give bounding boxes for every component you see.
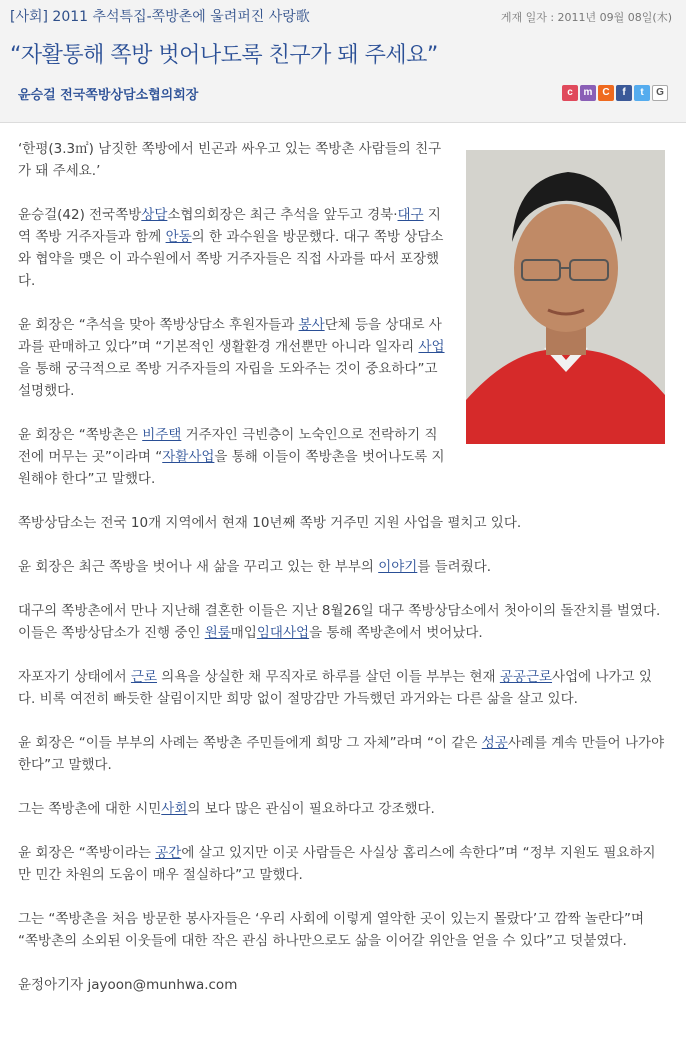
paragraph-12: 그는 “쪽방촌을 처음 방문한 봉사자들은 ‘우리 사회에 이렇게 열악한 곳이 있는지 몰랐다’고 깜짝 놀란다”며 “쪽방촌의 소외된 이웃들에 대한 작은 관심 하나만으로도 삶을 이어갈 위안을 얻을 수 있다”고 덧붙였다. xyxy=(18,911,645,949)
paragraph-8: 자포자기 상태에서 근로 의욕을 상실한 채 무직자로 하루를 살던 이들 부부는 현재 공공근로사업에 나가고 있다. 비록 여전히 빠듯한 살림이지만 희망 없이 절망감만 가득했던 과거와는 다른 삶을 살고 있다. xyxy=(18,669,652,707)
me2day-icon[interactable]: m xyxy=(580,85,596,101)
paragraph-5: 쪽방상담소는 전국 10개 지역에서 현재 10년째 쪽방 거주민 지원 사업을 펼치고 있다. xyxy=(18,515,522,531)
headline: “자활통해 쪽방 벗어나도록 친구가 돼 주세요” xyxy=(10,43,438,68)
keyword-link[interactable]: 대구 xyxy=(397,207,424,223)
paragraph-7: 대구의 쪽방촌에서 만나 지난해 결혼한 이들은 지난 8월26일 대구 쪽방상담소에서 첫아이의 돌잔치를 벌였다. 이들은 쪽방상담소가 진행 중인 원룸매입임대사업을 통해 쪽방촌에서 벗어났다. xyxy=(18,603,661,641)
byline: 윤승걸 전국쪽방상담소협의회장 xyxy=(18,88,199,103)
keyword-link[interactable]: 성공 xyxy=(481,735,508,751)
reporter-signature: 윤정아기자 jayoon@munhwa.com xyxy=(18,977,238,993)
article-body xyxy=(18,138,668,1018)
keyword-link[interactable]: 안동 xyxy=(165,229,192,245)
keyword-link[interactable]: 원룸 xyxy=(204,625,231,641)
google-icon[interactable]: G xyxy=(652,85,668,101)
paragraph-1: ‘한평(3.3㎡) 남짓한 쪽방에서 빈곤과 싸우고 있는 쪽방촌 사람들의 친구가 돼 주세요.’ xyxy=(18,141,442,179)
keyword-link[interactable]: 근로 xyxy=(130,669,158,685)
keyword-link[interactable]: 비주택 xyxy=(142,427,182,443)
paragraph-10: 그는 쪽방촌에 대한 시민사회의 보다 많은 관심이 필요하다고 강조했다. xyxy=(18,801,435,817)
paragraph-4: 윤 회장은 “쪽방촌은 비주택 거주자인 극빈층이 노숙인으로 전락하기 직전에 머무는 곳”이라며 “자활사업을 통해 이들이 쪽방촌을 벗어나도록 지원해야 한다”고 말했다. xyxy=(18,427,445,487)
keyword-link[interactable]: 임대사업 xyxy=(256,625,310,641)
keyword-link[interactable]: 봉사 xyxy=(298,317,325,333)
share-toolbar xyxy=(562,85,668,101)
section-title: [사회] 2011 추석특집-쪽방촌에 울려퍼진 사랑歌 xyxy=(10,9,310,25)
keyword-link[interactable]: 공간 xyxy=(155,845,182,861)
keyword-link[interactable]: 이야기 xyxy=(378,559,418,575)
keyword-link[interactable]: 사회 xyxy=(161,801,188,817)
paragraph-3: 윤 회장은 “추석을 맞아 쪽방상담소 후원자들과 봉사단체 등을 상대로 사과를 판매하고 있다”며 “기본적인 생활환경 개선뿐만 아니라 일자리 사업을 통해 궁극적으로 쪽방 거주자들의 자립을 도와주는 것이 중요하다”고 설명했다. xyxy=(18,317,445,399)
paragraph-2: 윤승걸(42) 전국쪽방상담소협의회장은 최근 추석을 앞두고 경북·대구 지역 쪽방 거주자들과 함께 안동의 한 과수원을 방문했다. 대구 쪽방 상담소와 협약을 맺은 이 과수원에서 쪽방 거주자들은 직접 사과를 따서 포장했다. xyxy=(18,207,444,289)
cyworld-icon[interactable]: c xyxy=(562,85,578,101)
publish-date: 게재 일자 : 2011년 09월 08일(木) xyxy=(500,11,672,24)
keyword-link[interactable]: 공공근로 xyxy=(499,669,553,685)
paragraph-11: 윤 회장은 “쪽방이라는 공간에 살고 있지만 이곳 사람들은 사실상 홈리스에 속한다”며 “정부 지원도 필요하지만 민간 차원의 도움이 매우 절실하다”고 말했다. xyxy=(18,845,656,883)
twitter-icon[interactable]: t xyxy=(634,85,650,101)
keyword-link[interactable]: 상담 xyxy=(141,207,168,223)
keyword-link[interactable]: 사업 xyxy=(418,339,445,355)
paragraph-6: 윤 회장은 최근 쪽방을 벗어나 새 삶을 꾸리고 있는 한 부부의 이야기를 들려줬다. xyxy=(18,559,492,575)
keyword-link[interactable]: 자활사업 xyxy=(162,449,215,465)
article-header xyxy=(0,0,686,123)
facebook-icon[interactable]: f xyxy=(616,85,632,101)
paragraph-9: 윤 회장은 “이들 부부의 사례는 쪽방촌 주민들에게 희망 그 자체”라며 “이 같은 성공사례를 계속 만들어 나가야 한다”고 말했다. xyxy=(18,735,665,773)
c-log-icon[interactable]: C xyxy=(598,85,614,101)
